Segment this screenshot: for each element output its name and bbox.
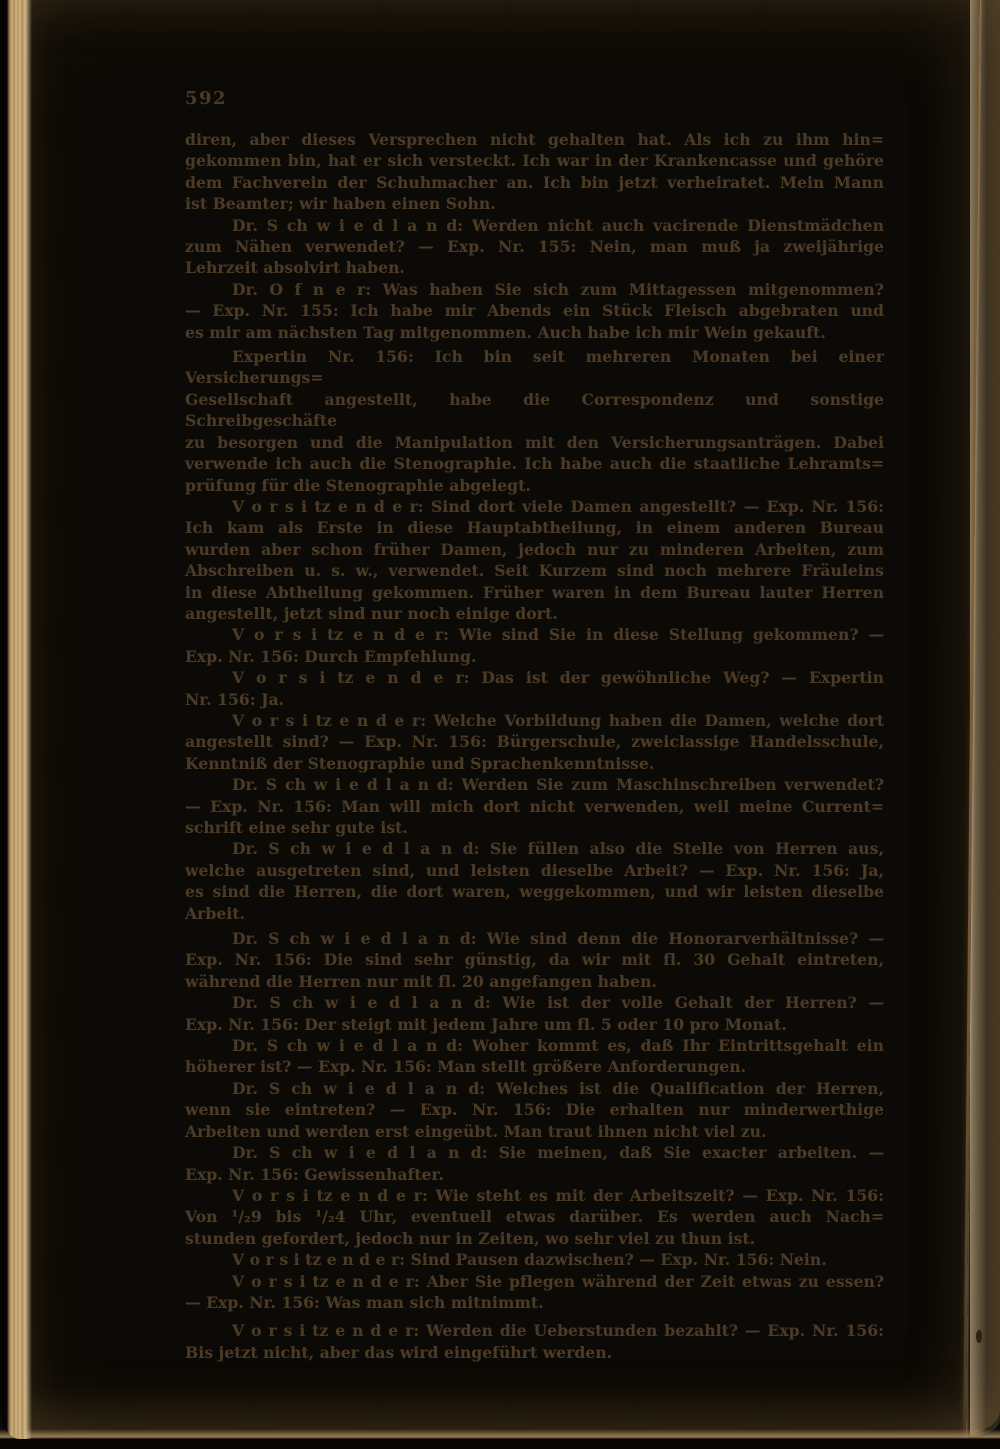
fold-notch-mark (976, 1330, 982, 1343)
book-page (9, 0, 1000, 1436)
text-line: diren, aber dieses Versprechen nicht gehalten hat. Als ich zu ihm hin= (185, 130, 884, 149)
text-line: zum Nähen verwendet? — Exp. Nr. 155: Nein, man muß ja zweijährige (185, 237, 884, 257)
text-line: schrift eine sehr gute ist. (185, 818, 408, 837)
text-line: es sind die Herren, die dort waren, weggekommen, und wir leisten dieselbe (185, 882, 884, 902)
paragraph (185, 928, 884, 992)
text-line: Arbeit. (185, 903, 246, 923)
text-line: ist Beamter; wir haben einen Sohn. (185, 194, 496, 214)
text-line: Ich kam als Erste in diese Hauptabtheilung, in einem anderen Bureau (185, 518, 884, 538)
paragraph (185, 279, 884, 343)
text-line: Dr. S ch w i e d l a n d: Wie sind denn die Honorarverhältnisse? — (232, 929, 884, 949)
paragraph (185, 667, 884, 710)
paragraph (185, 1035, 884, 1078)
paragraph (185, 496, 884, 624)
paragraph (185, 346, 884, 496)
text-line: Exp. Nr. 156: Gewissenhafter. (185, 1164, 444, 1184)
text-line: Dr. S ch w i e d l a n d: Werden Sie zum Maschinschreiben verwendet? (232, 775, 884, 795)
page-fold-line (963, 0, 980, 1442)
text-line: Gesellschaft angestellt, habe die Correspondenz und sonstige Schreibgeschäfte (185, 389, 884, 431)
text-line: wurden aber schon früher Damen, jedoch nur zu minderen Arbeiten, zum (185, 539, 884, 559)
text-line: Von ¹/₂9 bis ¹/₂4 Uhr, eventuell etwas darüber. Es werden auch Nach= (185, 1207, 884, 1227)
paragraph (185, 1271, 884, 1314)
text-line: Dr. S ch w i e d l a n d: Sie meinen, daß Sie exacter arbeiten. — (232, 1143, 884, 1163)
text-line: Exp. Nr. 156: Die sind sehr günstig, da wir mit fl. 30 Gehalt eintreten, (185, 950, 884, 970)
paragraph (185, 215, 884, 279)
text-line: — Exp. Nr. 155: Ich habe mir Abends ein Stück Fleisch abgebraten und (185, 301, 884, 321)
paragraph (185, 624, 884, 667)
text-line: V o r s i tz e n d e r: Aber Sie pflegen während der Zeit etwas zu essen? (232, 1271, 884, 1291)
text-line: prüfung für die Stenographie abgelegt. (185, 475, 531, 495)
text-line: V o r s i tz e n d e r: Das ist der gewöhnliche Weg? — Expertin (232, 668, 884, 688)
text-block (185, 129, 884, 1363)
text-line: während die Herren nur mit fl. 20 angefangen haben. (185, 971, 657, 991)
text-line: höherer ist? — Exp. Nr. 156: Man stellt größere Anforderungen. (185, 1057, 747, 1077)
paragraph (185, 838, 884, 924)
text-line: V o r s i tz e n d e r: Welche Vorbildung haben die Damen, welche dort (232, 710, 884, 730)
text-line: V o r s i tz e n d e r: Wie sind Sie in diese Stellung gekommen? — (232, 625, 884, 645)
text-line: V o r s i tz e n d e r: Sind Pausen dazwischen? — Exp. Nr. 156: Nein. (232, 1250, 827, 1270)
text-line: Dr. S ch w i e d l a n d: Werden nicht auch vacirende Dienstmädchen (232, 215, 884, 235)
text-line: Dr. O f n e r: Was haben Sie sich zum Mittagessen mitgenommen? (232, 279, 884, 299)
text-line: Kenntniß der Stenographie und Sprachenkenntnisse. (185, 753, 655, 773)
text-line: Nr. 156: Ja. (185, 689, 285, 709)
text-line: Expertin Nr. 156: Ich bin seit mehreren Monaten bei einer Versicherungs= (185, 347, 884, 388)
text-line: Lehrzeit absolvirt haben. (185, 258, 405, 278)
text-line: — Exp. Nr. 156: Was man sich mitnimmt. (185, 1292, 544, 1312)
text-line: Dr. S ch w i e d l a n d: Sie füllen also die Stelle von Herren aus, (232, 839, 884, 859)
text-line: wenn sie eintreten? — Exp. Nr. 156: Die erhalten nur minderwerthige (185, 1100, 884, 1120)
text-line: Dr. S ch w i e d l a n d: Welches ist die Qualification der Herren, (232, 1078, 884, 1098)
page-stack-bottom-edge (0, 1429, 1000, 1449)
text-line: angestellt sind? — Exp. Nr. 156: Bürgerschule, zweiclassige Handelsschule, (185, 732, 884, 752)
text-line: welche ausgetreten sind, und leisten dieselbe Arbeit? — Exp. Nr. 156: Ja, (185, 860, 884, 880)
text-line: es mir am nächsten Tag mitgenommen. Auch habe ich mir Wein gekauft. (185, 322, 826, 342)
text-line: V o r s i tz e n d e r: Sind dort viele Damen angestellt? — Exp. Nr. 156: (232, 496, 884, 516)
text-line: angestellt, jetzt sind nur noch einige dort. (185, 603, 558, 623)
text-line: Abschreiben u. s. w., verwendet. Seit Kurzem sind noch mehrere Fräuleins (185, 561, 884, 581)
paragraph (185, 774, 884, 838)
text-line: gekommen bin, hat er sich versteckt. Ich war in der Krankencasse und gehöre (185, 151, 884, 171)
text-line: Exp. Nr. 156: Der steigt mit jedem Jahre um fl. 5 oder 10 pro Monat. (185, 1014, 787, 1034)
paragraph (185, 1249, 884, 1270)
paragraph (185, 992, 884, 1035)
text-line: Exp. Nr. 156: Durch Empfehlung. (185, 646, 477, 666)
paragraph (185, 1320, 884, 1363)
text-line: verwende ich auch die Stenographie. Ich habe auch die staatliche Lehramts= (185, 454, 884, 474)
text-line: V o r s i tz e n d e r: Wie steht es mit der Arbeitszeit? — Exp. Nr. 156: (232, 1185, 884, 1205)
text-line: in diese Abtheilung gekommen. Früher waren in dem Bureau lauter Herren (185, 582, 884, 602)
paragraph (185, 129, 884, 215)
paragraph (185, 1142, 884, 1185)
text-line: Dr. S ch w i e d l a n d: Woher kommt es, daß Ihr Eintrittsgehalt ein (232, 1036, 884, 1056)
paragraph (185, 1078, 884, 1142)
text-line: stunden gefordert, jedoch nur in Zeiten, wo sehr viel zu thun ist. (185, 1228, 756, 1248)
page-stack-left-edge (0, 0, 32, 1439)
text-line: Dr. S ch w i e d l a n d: Wie ist der volle Gehalt der Herren? — (232, 993, 884, 1013)
text-line: Arbeiten und werden erst eingeübt. Man traut ihnen nicht viel zu. (185, 1121, 767, 1141)
paragraph (185, 1185, 884, 1249)
text-line: — Exp. Nr. 156: Man will mich dort nicht verwenden, weil meine Current= (185, 796, 884, 816)
page-number: 592 (185, 88, 228, 109)
text-line: dem Fachverein der Schuhmacher an. Ich bin jetzt verheiratet. Mein Mann (185, 172, 884, 192)
text-line: zu besorgen und die Manipulation mit den Versicherungsanträgen. Dabei (185, 432, 884, 452)
text-line: Bis jetzt nicht, aber das wird eingeführt werden. (185, 1342, 613, 1362)
text-line: V o r s i tz e n d e r: Werden die Ueberstunden bezahlt? — Exp. Nr. 156: (232, 1321, 884, 1341)
paragraph (185, 710, 884, 774)
